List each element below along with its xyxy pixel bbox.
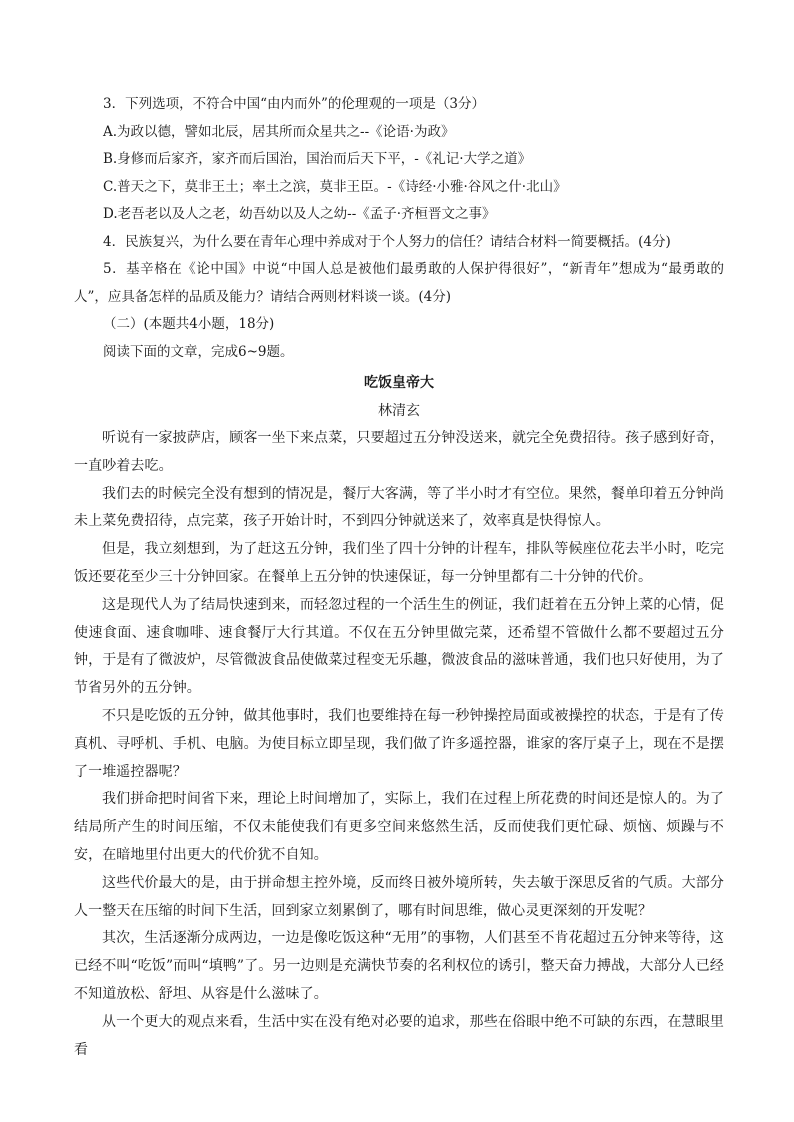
section-header: （二）(本题共4小题，18分) (103, 316, 275, 332)
question-3-option-c: C.普天之下，莫非王土；率土之滨，莫非王臣。-《诗经·小雅·谷风之什·北山》 (103, 178, 567, 195)
questions-block (74, 91, 724, 366)
article-author: 林清玄 (378, 403, 420, 419)
question-3-option-b: B.身修而后家齐，家齐而后国治，国治而后天下平，-《礼记·大学之道》 (103, 151, 532, 167)
article-paragraph: 我们去的时候完全没有想到的情况是，餐厅大客满，等了半小时才有空位。果然，餐单印着五分钟尚未上菜免费招待，点完菜，孩子开始计时，不到四分钟就送来了，效率真是快得惊人。 (74, 485, 724, 530)
question-4: 4．民族复兴，为什么要在青年心理中养成对于个人努力的信任？请结合材料一简要概括。(4分) (103, 233, 671, 250)
question-5: 5．基辛格在《论中国》中说“中国人总是被他们最勇敢的人保护得很好”，“新青年”想成为“最勇敢的人”，应具备怎样的品质及能力？请结合两则材料谈一谈。(4分) (74, 261, 724, 305)
article-paragraph: 听说有一家披萨店，顾客一坐下来点菜，只要超过五分钟没送来，就完全免费招待。孩子感到好奇，一直吵着去吃。 (74, 430, 724, 474)
question-3-option-d: D.老吾老以及人之老，幼吾幼以及人之幼--《孟子·齐桓晋文之事》 (103, 206, 496, 222)
section-instruction: 阅读下面的文章，完成6~9题。 (103, 343, 294, 360)
question-3: 3．下列选项，不符合中国“由内而外”的伦理观的一项是（3分） (103, 96, 485, 112)
article-paragraph: 不只是吃饭的五分钟，做其他事时，我们也要维持在每一秒钟操控局面或被操控的状态，于是有了传真机、寻呼机、手机、电脑。为使目标立即呈现，我们做了许多遥控器，谁家的客厅桌子上，现在不是摆了一堆遥控器呢？ (74, 707, 724, 780)
question-3-option-a: A.为政以德，譬如北辰，居其所而众星共之--《论语·为政》 (103, 123, 455, 140)
article-paragraph: 我们拼命把时间省下来，理论上时间增加了，实际上，我们在过程上所花费的时间还是惊人的。为了结局所产生的时间压缩，不仅未能使我们有更多空间来悠然生活，反而使我们更忙碌、烦恼、烦躁与不安，在暗地里付出更大的代价犹不自知。 (74, 791, 724, 863)
article-paragraph: 其次，生活逐渐分成两边，一边是像吃饭这种“无用”的事物，人们甚至不肯花超过五分钟来等待，这已经不叫“吃饭”而叫“填鸭”了。另一边则是充满快节奏的名利权位的诱引，整天奋力搏战，大部分人已经不知道放松、舒坦、从容是什么滋味了。 (74, 930, 724, 1002)
article-paragraph: 从一个更大的观点来看，生活中实在没有绝对必要的追求，那些在俗眼中绝不可缺的东西，在慧眼里看 (74, 1013, 724, 1058)
article-paragraph: 这些代价最大的是，由于拼命想主控外境，反而终日被外境所转，失去敏于深思反省的气质。大部分人一整天在压缩的时间下生活，回到家立刻累倒了，哪有时间思维，做心灵更深刻的开发呢？ (74, 874, 724, 919)
article (74, 367, 724, 1064)
article-paragraph: 这是现代人为了结局快速到来，而轻忽过程的一个活生生的例证，我们赶着在五分钟上菜的心情，促使速食面、速食咖啡、速食餐厅大行其道。不仅在五分钟里做完菜，还希望不管做什么都不要超过五分钟，于是有了微波炉，尽管微波食品使做菜过程变无乐趣，微波食品的滋味普通，我们也只好使用，为了节省另外的五分钟。 (74, 596, 724, 697)
article-title: 吃饭皇帝大 (364, 375, 434, 391)
article-paragraph: 但是，我立刻想到，为了赶这五分钟，我们坐了四十分钟的计程车，排队等候座位花去半小时，吃完饭还要花至少三十分钟回家。在餐单上五分钟的快速保证，每一分钟里都有二十分钟的代价。 (74, 541, 724, 585)
